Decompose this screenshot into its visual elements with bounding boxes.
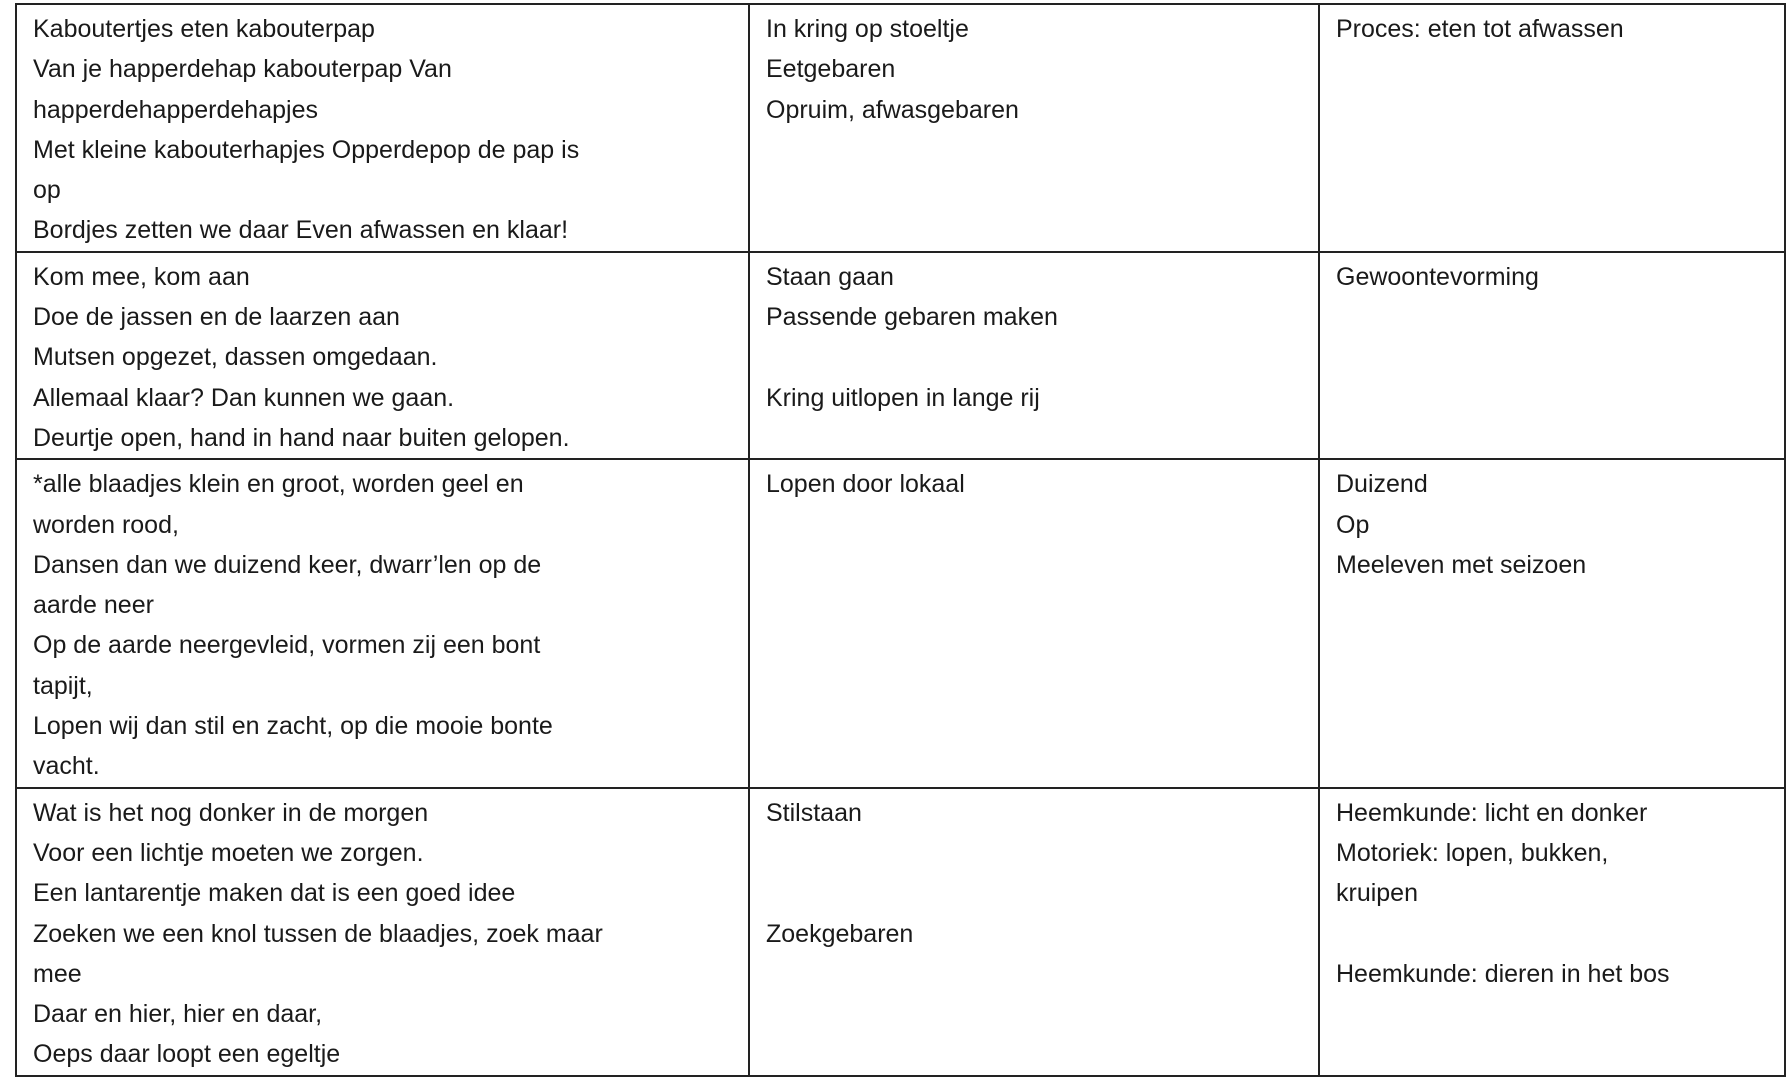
text-line: Op de aarde neergevleid, vormen zij een bont (33, 631, 541, 660)
text-line: Stilstaan (766, 798, 862, 827)
text-line: Met kleine kabouterhapjes Opperdepop de pap is (33, 135, 580, 164)
text-line: Doe de jassen en de laarzen aan (33, 303, 400, 332)
text-line: Een lantarentje maken dat is een goed idee (33, 879, 516, 908)
learning-goal-cell (1319, 252, 1785, 459)
text-line: happerdehapperdehapjes (33, 95, 318, 124)
text-line: Zoeken we een knol tussen de blaadjes, zoek maar (33, 919, 603, 948)
text-line: Kom mee, kom aan (33, 262, 250, 291)
text-line: worden rood, (33, 510, 179, 539)
table-body (16, 4, 1785, 1076)
text-line (766, 337, 1304, 377)
text-line: kruipen (1336, 879, 1418, 908)
table-row (16, 459, 1785, 787)
song-lyrics-cell (16, 4, 749, 252)
learning-goal-cell (1319, 459, 1785, 787)
text-line (766, 873, 1304, 913)
text-line: Dansen dan we duizend keer, dwarr’len op de (33, 550, 542, 579)
text-line: Zoekgebaren (766, 919, 914, 948)
text-line: Motoriek: lopen, bukken, (1336, 838, 1609, 867)
text-line: tapijt, (33, 671, 93, 700)
text-line: mee (33, 959, 82, 988)
text-line: op (33, 176, 61, 205)
learning-goal-cell (1319, 4, 1785, 252)
table-row (16, 4, 1785, 252)
table-row (16, 252, 1785, 459)
text-line: Voor een lichtje moeten we zorgen. (33, 838, 424, 867)
text-line: *alle blaadjes klein en groot, worden geel en (33, 470, 524, 499)
text-line: Lopen door lokaal (766, 470, 965, 499)
text-line: Op (1336, 510, 1370, 539)
movement-cell (749, 252, 1319, 459)
text-line: In kring op stoeltje (766, 15, 969, 43)
text-line: Passende gebaren maken (766, 303, 1058, 332)
text-line: Opruim, afwasgebaren (766, 95, 1019, 124)
song-lyrics-cell (16, 459, 749, 787)
text-line: aarde neer (33, 591, 154, 620)
movement-cell (749, 4, 1319, 252)
song-lyrics-cell (16, 252, 749, 459)
text-line: vacht. (33, 752, 100, 781)
text-line: Daar en hier, hier en daar, (33, 1000, 323, 1029)
text-line: Meeleven met seizoen (1336, 550, 1587, 579)
text-line: Proces: eten tot afwassen (1336, 15, 1624, 43)
text-line: Lopen wij dan stil en zacht, op die mooie bonte (33, 712, 553, 741)
movement-cell (749, 459, 1319, 787)
text-line: Kaboutertjes eten kabouterpap (33, 15, 375, 43)
learning-goal-cell (1319, 788, 1785, 1076)
text-line: Deurtje open, hand in hand naar buiten gelopen. (33, 423, 570, 452)
song-lyrics-cell (16, 788, 749, 1076)
text-line: Van je happerdehap kabouterpap Van (33, 55, 452, 84)
text-line (1336, 914, 1770, 954)
text-line: Staan gaan (766, 262, 894, 291)
text-line: Oeps daar loopt een egeltje (33, 1040, 341, 1069)
text-line: Gewoontevorming (1336, 262, 1539, 291)
text-line (766, 833, 1304, 873)
text-line: Allemaal klaar? Dan kunnen we gaan. (33, 383, 455, 412)
table-row (16, 788, 1785, 1076)
text-line: Mutsen opgezet, dassen omgedaan. (33, 343, 438, 372)
text-line: Heemkunde: licht en donker (1336, 798, 1648, 827)
movement-cell (749, 788, 1319, 1076)
song-activity-table (15, 3, 1786, 1077)
text-line: Heemkunde: dieren in het bos (1336, 959, 1670, 988)
text-line: Duizend (1336, 470, 1428, 499)
text-line: Eetgebaren (766, 55, 896, 84)
text-line: Bordjes zetten we daar Even afwassen en klaar! (33, 216, 569, 245)
text-line: Wat is het nog donker in de morgen (33, 798, 429, 827)
text-line: Kring uitlopen in lange rij (766, 383, 1040, 412)
